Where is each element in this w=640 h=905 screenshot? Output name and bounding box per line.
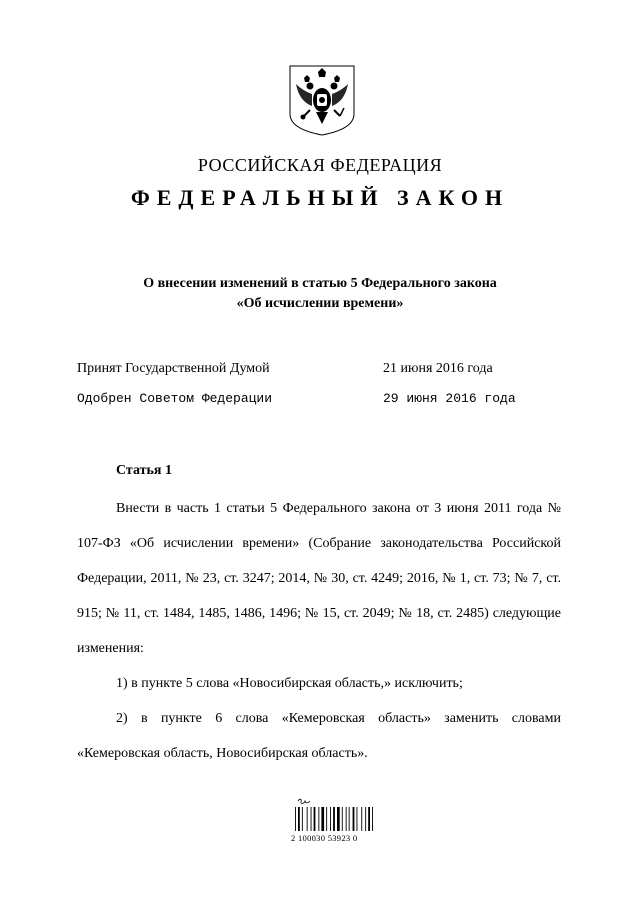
barcode-signature: [298, 799, 310, 803]
article-body: [77, 491, 561, 771]
article-item-2: 2) в пункте 6 слова «Кемеровская область» заменить словами «Кемеровская область, Новосибирская область».: [77, 711, 561, 761]
document-type: ФЕДЕРАЛЬНЫЙ ЗАКОН: [130, 185, 510, 210]
duma-adoption-label: Принят Государственной Думой: [77, 361, 270, 376]
duma-adoption-date: 21 июня 2016 года: [383, 361, 493, 376]
coat-of-arms-icon: [288, 64, 356, 136]
law-title-line-1: О внесении изменений в статью 5 Федерального закона: [143, 276, 497, 291]
law-title: [0, 274, 640, 314]
article-item-1: 1) в пункте 5 слова «Новосибирская область,» исключить;: [116, 676, 463, 691]
barcode-number: 2 100030 53923 0: [291, 833, 358, 843]
council-approval-label: Одобрен Советом Федерации: [77, 391, 273, 406]
council-approval-date: 29 июня 2016 года: [383, 391, 516, 406]
country-name: РОССИЙСКАЯ ФЕДЕРАЦИЯ: [197, 155, 443, 175]
article-heading: Статья 1: [116, 463, 172, 478]
article-intro-paragraph: Внести в часть 1 статьи 5 Федерального закона от 3 июня 2011 года № 107-ФЗ «Об исчислении времени» (Собрание законодательства Российской Федерации, 2011, № 23, ст. 3247; 2014, № 30, ст. 4249; 2016, № 1, ст. 73; № 7, ст. 915; № 11, ст. 1484, 1485, 1486, 1496; № 15, ст. 2049; № 18, ст. 2485) следующие изменения:: [77, 501, 561, 656]
law-title-line-2: «Об исчислении времени»: [236, 296, 404, 311]
